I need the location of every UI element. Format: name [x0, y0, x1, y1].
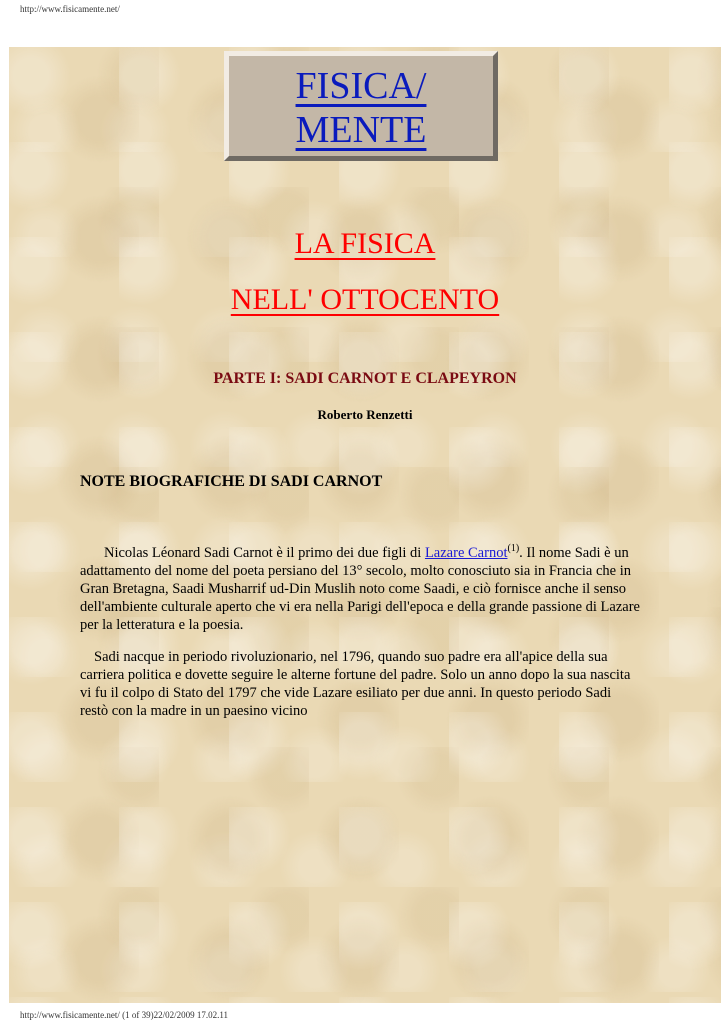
paragraph-1-text-start: Nicolas Léonard Sadi Carnot è il primo dei due figli di	[104, 545, 425, 561]
author-name: Roberto Renzetti	[317, 407, 413, 422]
logo-line-1[interactable]: FISICA/	[295, 65, 427, 107]
paragraph-1-text-end: . Il nome Sadi è un adattamento del nome del poeta persiano del 13° secolo, molto conosciuto sia in Francia che in Gran Bretagna, Saadi Musharrif ud-Din Muslih noto come Saadi, e ciò fornisce anche il senso dell'ambiente culturale aperto che vi era nella Parigi dell'epoca e della grande passione di Lazare per la letteratura e la poesia.	[80, 545, 640, 633]
page-title-line-1: LA FISICA	[294, 227, 436, 260]
logo-line-2[interactable]: MENTE	[295, 109, 427, 151]
page-title-line-2: NELL' OTTOCENTO	[230, 283, 500, 316]
page-subtitle: PARTE I: SADI CARNOT E CLAPEYRON	[213, 370, 517, 387]
lazare-carnot-link[interactable]: Lazare Carnot	[424, 545, 508, 561]
site-logo[interactable]	[224, 51, 498, 161]
print-footer: http://www.fisicamente.net/ (1 of 39)22/02/2009 17.02.11	[20, 1010, 229, 1020]
section-heading: NOTE BIOGRAFICHE DI SADI CARNOT	[80, 473, 383, 490]
document-page	[9, 47, 721, 1003]
print-header-url: http://www.fisicamente.net/	[20, 4, 120, 14]
footnote-ref[interactable]: (1)	[507, 543, 520, 555]
paragraph-2: Sadi nacque in periodo rivoluzionario, nel 1796, quando suo padre era all'apice della sua carriera politica e dovette seguire le alterne fortune del padre. Solo un anno dopo la sua nascita vi fu il colpo di Stato del 1797 che vide Lazare esiliato per due anni. In questo periodo Sadi restò con la madre in un paesino vicino	[80, 649, 631, 719]
paragraph-1	[80, 544, 640, 634]
